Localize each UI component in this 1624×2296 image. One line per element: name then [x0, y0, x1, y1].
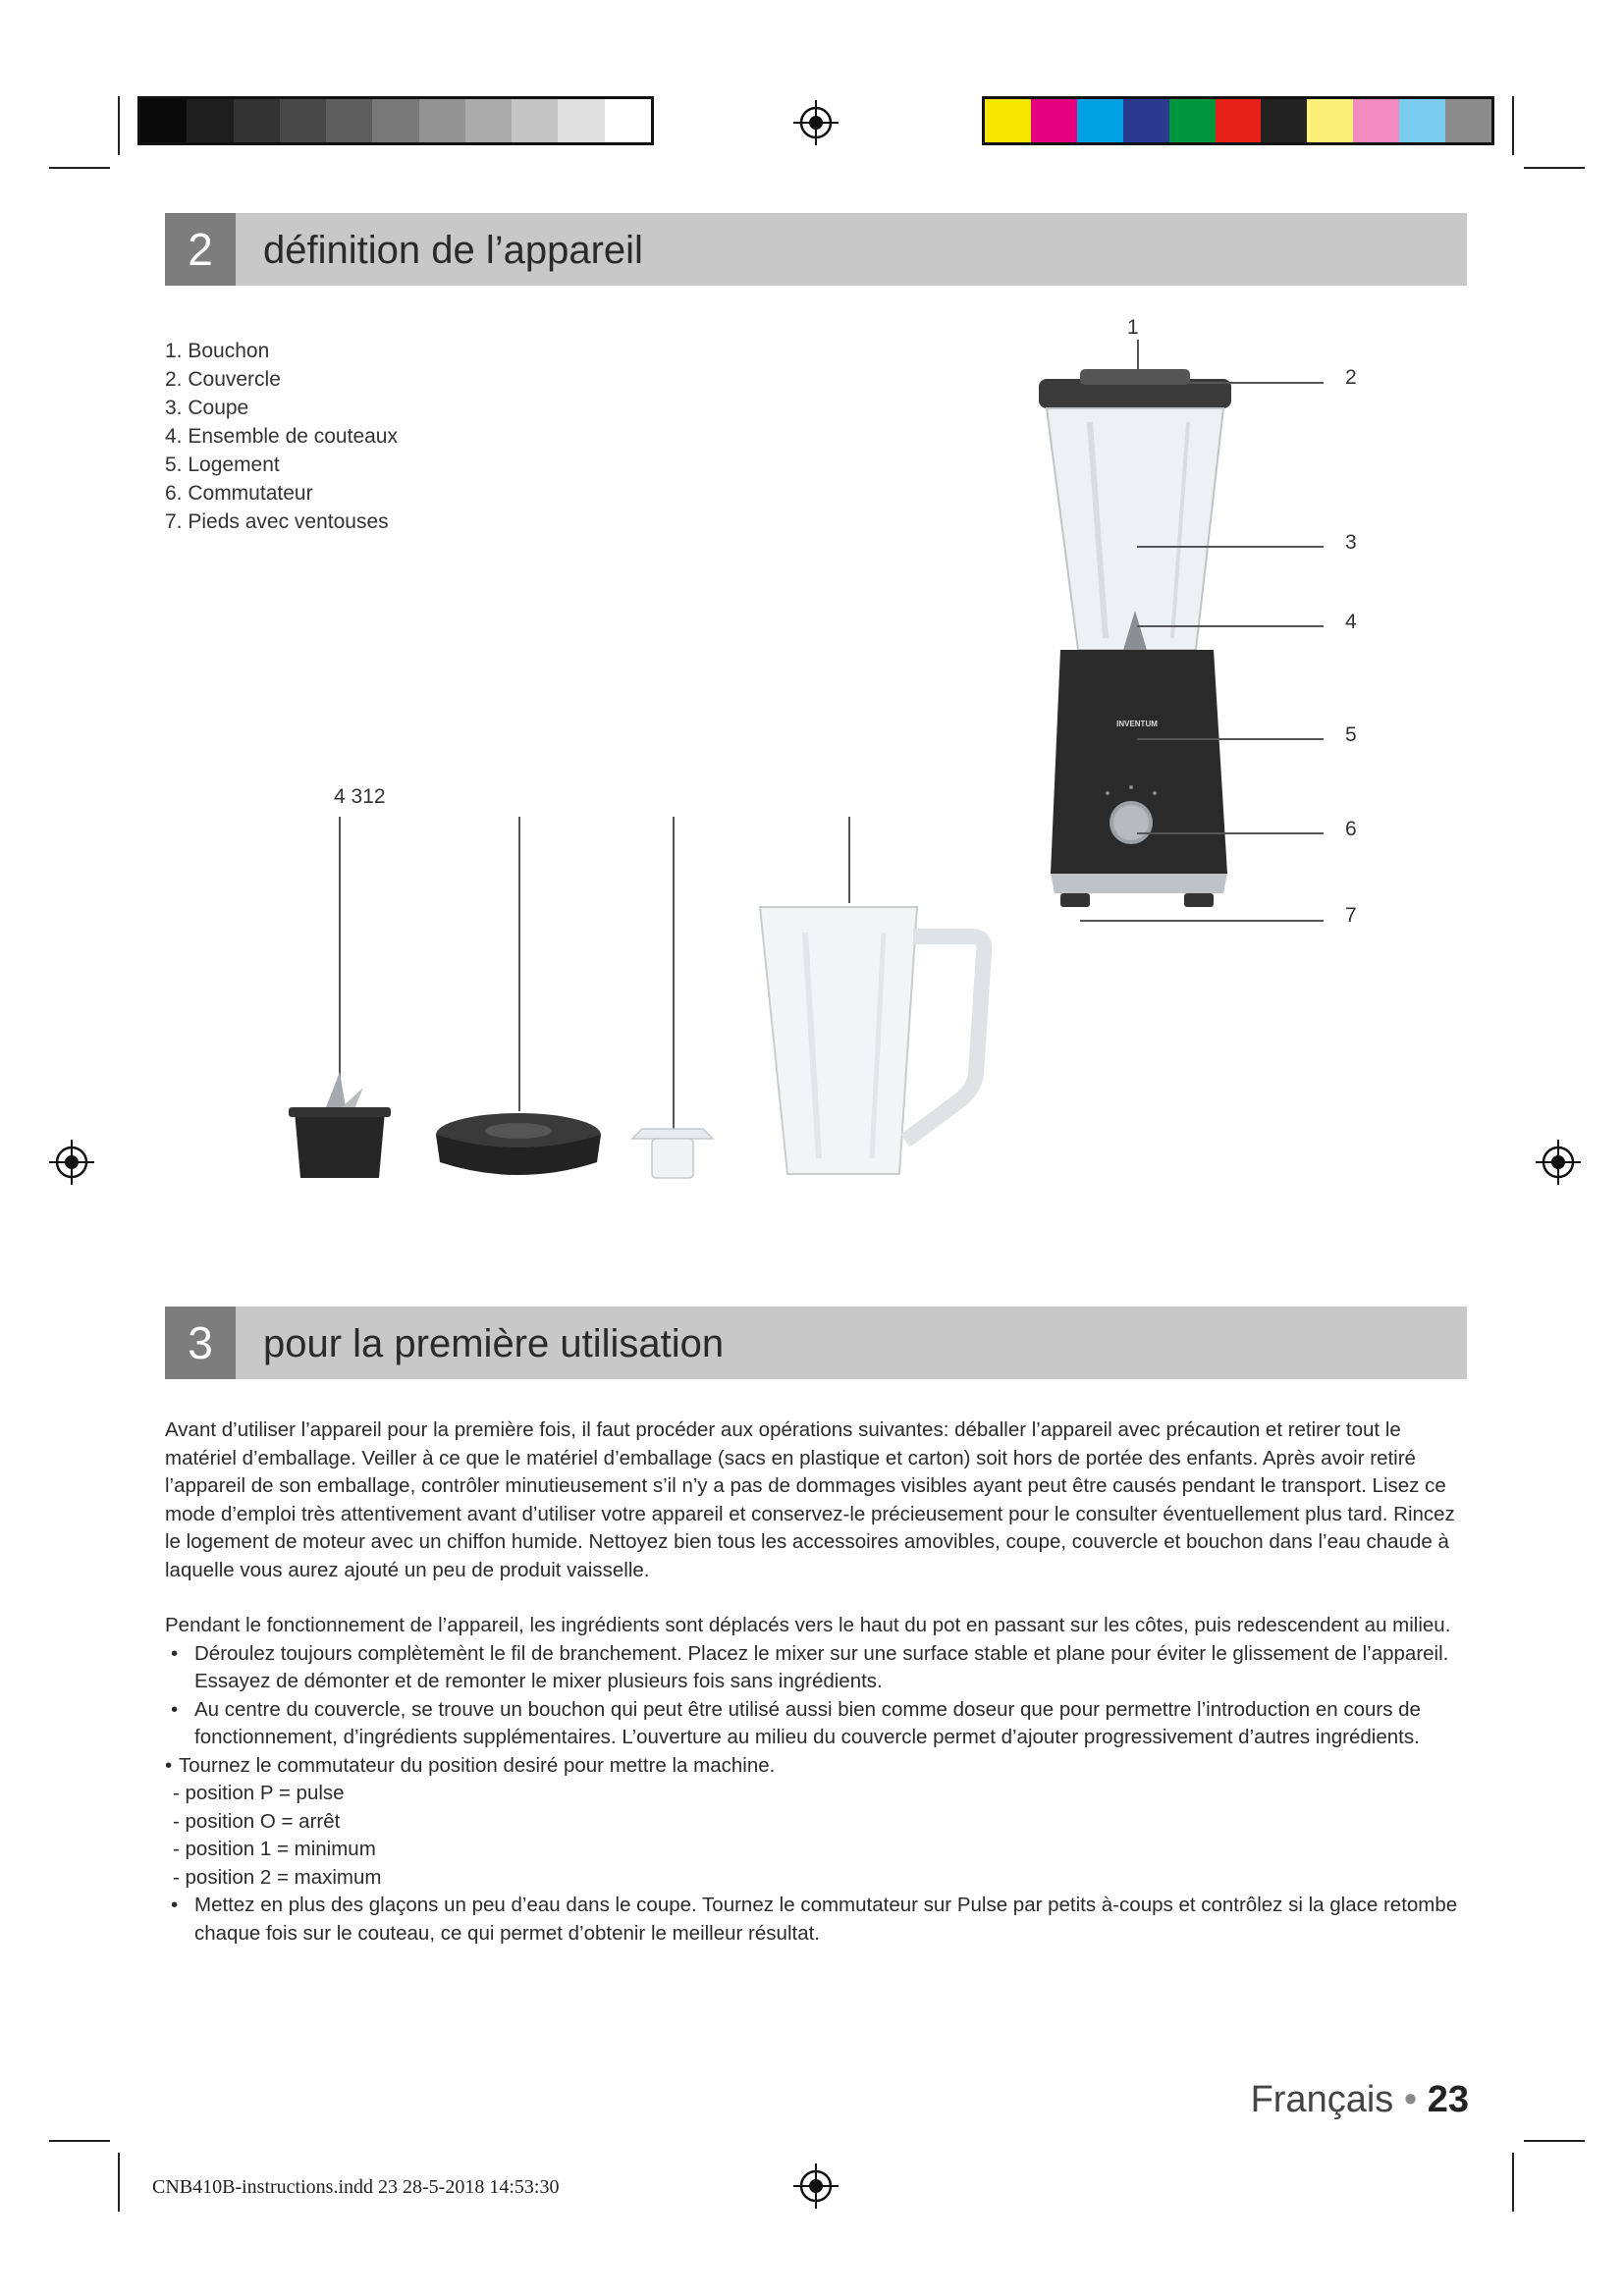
bullet-dot: •: [171, 1697, 179, 1721]
switch-position-item: - position 1 = minimum: [173, 1838, 376, 1860]
grayscale-color-bar: [137, 96, 654, 145]
parts-list-item: 2. Couvercle: [165, 368, 281, 391]
grayscale-swatch: [419, 99, 465, 142]
cmyk-swatch: [1123, 99, 1169, 142]
grayscale-swatch: [512, 99, 558, 142]
instructions-body: [165, 1416, 1471, 1948]
crop-mark: [1524, 167, 1585, 169]
section-3-header: [165, 1307, 1467, 1379]
cmyk-swatch: [1399, 99, 1445, 142]
bullet-item: [165, 1696, 1471, 1752]
cmyk-swatch: [1307, 99, 1353, 142]
cmyk-swatch: [1216, 99, 1262, 142]
grayscale-swatch: [140, 99, 187, 142]
section-2-header: [165, 213, 1467, 286]
leader-line: [1137, 546, 1324, 548]
grayscale-swatch: [558, 99, 604, 142]
switch-position-item: - position P = pulse: [173, 1782, 345, 1804]
blender-illustration: [1021, 363, 1257, 923]
grayscale-swatch: [326, 99, 372, 142]
registration-mark-icon: [49, 1140, 94, 1185]
page-number: 23: [1427, 2079, 1469, 2120]
parts-list: [165, 337, 577, 536]
cmyk-swatch: [1445, 99, 1491, 142]
parts-list-item: 4. Ensemble de couteaux: [165, 425, 398, 448]
grayscale-swatch: [187, 99, 233, 142]
leader-line: [1137, 340, 1139, 379]
grayscale-swatch: [234, 99, 280, 142]
cap-illustration: [628, 1119, 717, 1184]
grayscale-swatch: [280, 99, 326, 142]
cmyk-swatch: [1353, 99, 1399, 142]
paragraph: Avant d’utiliser l’appareil pour la première fois, il faut procéder aux opérations suivantes: déballer l’appareil avec précaution et retirer tout le matériel d’emballage. Veiller à ce que le matériel d’emballage (sacs en plastique et carton) soit hors de portée des enfants. Après avoir retiré l’appareil de son emballage, contrôler minutieusement s’il n’y a pas de dommages visibles ayant peut être causés pendant le transport. Lisez ce mode d’emploi très attentivement avant d’utiliser votre appareil et conservez-le précieusement pour le consulter éventuellement plus tard. Rincez le logement de moteur avec un chiffon humide. Nettoyez bien tous les accessoires amovibles, coupe, couvercle et bouchon dans l’eau chaude à laquelle vous aurez ajouté un peu de produit vaisselle.: [165, 1418, 1455, 1581]
cmyk-color-bar: [982, 96, 1494, 145]
cmyk-swatch: [1169, 99, 1216, 142]
bullet-text: Tournez le commutateur du position desiré pour mettre la machine.: [179, 1753, 776, 1777]
crop-mark: [49, 167, 110, 169]
switch-position-item: - position 2 = maximum: [173, 1865, 382, 1889]
lid-illustration: [432, 1109, 605, 1184]
print-slug: CNB410B-instructions.indd 23 28-5-2018 14:53:30: [152, 2176, 560, 2198]
leader-line: [1137, 382, 1324, 384]
brand-logo: INVENTUM: [1116, 720, 1158, 728]
bullet-item: [165, 1640, 1471, 1696]
section-title: définition de l’appareil: [263, 229, 643, 272]
bullet-dot: •: [171, 1894, 179, 1916]
crop-mark: [1512, 2153, 1514, 2212]
registration-mark-icon: [1536, 1140, 1581, 1185]
callout-6: 6: [1345, 818, 1357, 840]
jar-illustration: [746, 893, 992, 1188]
switch-position-item: - position O = arrêt: [173, 1809, 341, 1833]
grayscale-swatch: [605, 99, 651, 142]
callout-4: 4: [1345, 611, 1357, 633]
callout-2: 2: [1345, 366, 1357, 389]
leader-line: [1080, 920, 1324, 922]
section-title: pour la première utilisation: [263, 1322, 725, 1365]
crop-mark: [1524, 2140, 1585, 2142]
leader-line: [848, 817, 850, 903]
parts-list-item: 7. Pieds avec ventouses: [165, 510, 389, 533]
cmyk-swatch: [1031, 99, 1077, 142]
leader-line: [518, 817, 520, 1111]
bullet-item: [165, 1892, 1471, 1948]
callout-3: 3: [1345, 531, 1357, 554]
callout-1: 1: [1127, 316, 1139, 339]
paragraph: Pendant le fonctionnement de l’appareil, les ingrédients sont déplacés vers le haut du pot en passant sur les côtes, puis redescendent au milieu.: [165, 1614, 1451, 1636]
knife-assembly-illustration: [285, 1068, 395, 1184]
leader-line: [1137, 625, 1324, 627]
parts-list-item: 1. Bouchon: [165, 340, 270, 362]
crop-mark: [49, 2140, 110, 2142]
crop-mark: [1512, 96, 1514, 155]
callout-7: 7: [1345, 904, 1357, 927]
section-number: 3: [165, 1307, 236, 1379]
leader-line: [1137, 832, 1324, 834]
parts-list-item: 5. Logement: [165, 454, 280, 476]
bullet-item: [165, 1752, 1471, 1781]
bullet-dot: •: [171, 1641, 179, 1665]
parts-list-item: 3. Coupe: [165, 397, 249, 419]
crop-mark: [118, 96, 120, 155]
language-label: Français: [1250, 2079, 1394, 2120]
cmyk-swatch: [1077, 99, 1123, 142]
cmyk-swatch: [1261, 99, 1307, 142]
callout-5: 5: [1345, 723, 1357, 746]
grayscale-swatch: [465, 99, 512, 142]
leader-line: [1137, 738, 1324, 740]
bullet-text: Au centre du couvercle, se trouve un bouchon qui peut être utilisé aussi bien comme doseur que pour permettre l’introduction en cours de fonctionnement, d’ingrédients supplémentaires. L’ouverture au milieu du couvercle permet d’ajouter progressivement d’autres ingrédients.: [194, 1697, 1421, 1748]
bullet-text: Déroulez toujours complètemènt le fil de branchement. Placez le mixer sur une surface stable et plane pour éviter le glissement de l’appareil. Essayez de démonter et de remonter le mixer plusieurs fois sans ingrédients.: [194, 1641, 1449, 1692]
parts-list-item: 6. Commutateur: [165, 482, 313, 505]
page-footer: [1251, 2079, 1469, 2121]
registration-mark-icon: [793, 2163, 839, 2209]
footer-separator: •: [1403, 2079, 1418, 2120]
section-number: 2: [165, 213, 236, 286]
bullet-dot: •: [165, 1753, 173, 1777]
cmyk-swatch: [985, 99, 1031, 142]
registration-mark-icon: [793, 100, 839, 145]
crop-mark: [118, 2153, 120, 2212]
leader-line: [673, 817, 675, 1131]
grayscale-swatch: [372, 99, 418, 142]
accessory-callout-label: 4 312: [334, 785, 386, 808]
bullet-text: Mettez en plus des glaçons un peu d’eau dans le coupe. Tournez le commutateur sur Pulse par petits à-coups et contrôlez si la glace retombe chaque fois sur le couteau, ce qui permet d’obtenir le meilleur résultat.: [194, 1894, 1458, 1945]
switch-positions-list: [165, 1780, 1471, 1892]
